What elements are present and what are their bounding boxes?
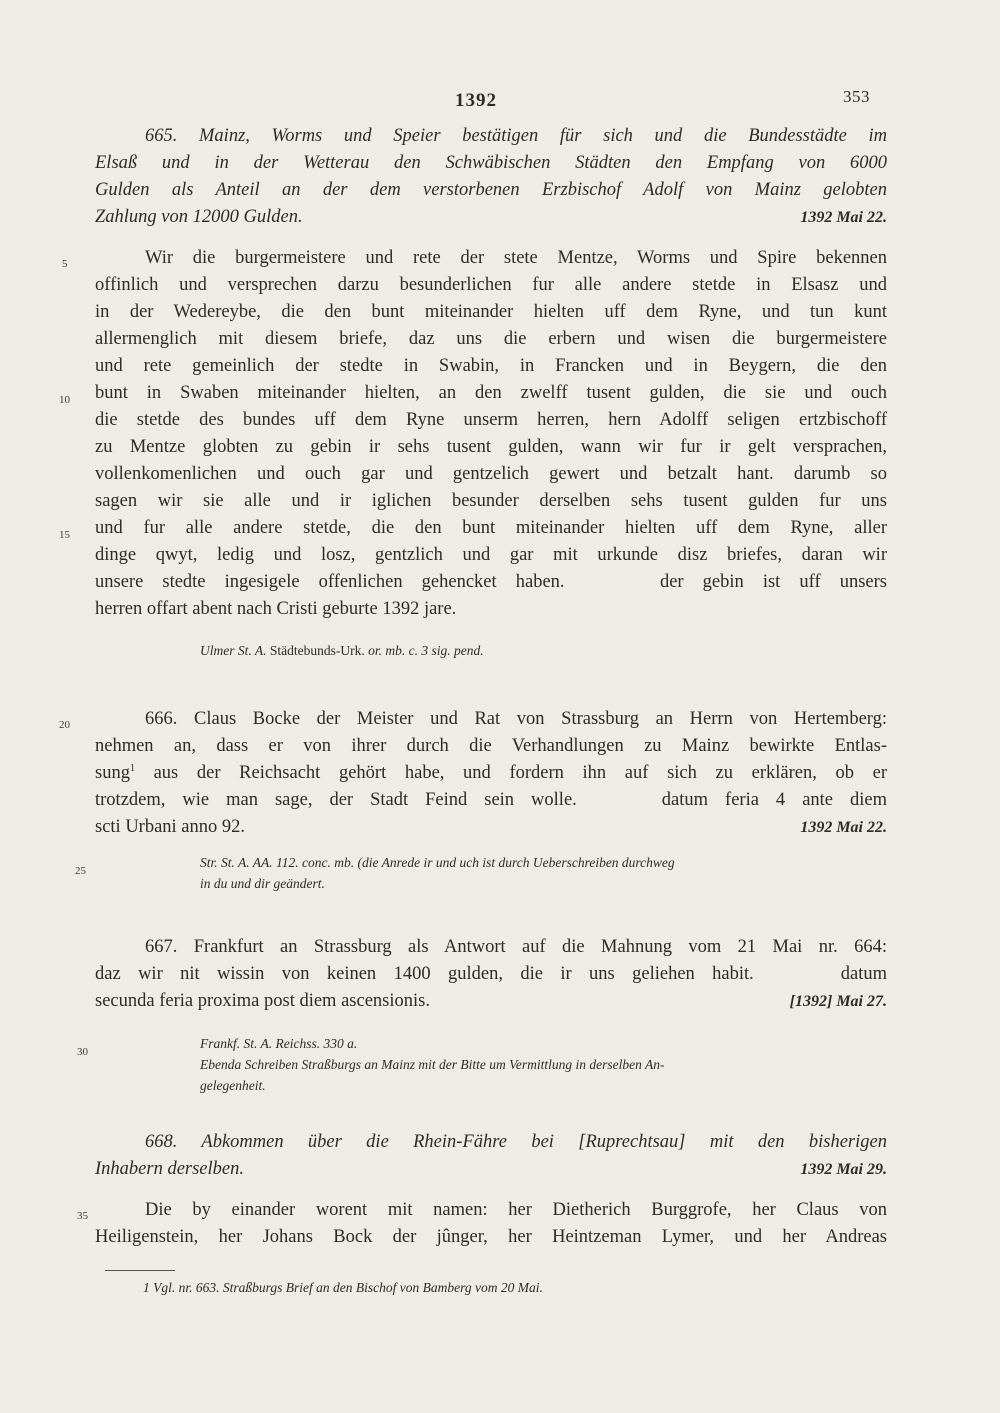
text-line: Wir die burgermeistere und rete der stete Mentze, Worms und Spire bekennen — [145, 248, 887, 268]
doc-668-text — [95, 1197, 887, 1251]
text-line: die stetde des bundes uff dem Ryne unserm herren, hern Adolff seligen ertzbischoff — [95, 410, 887, 430]
doc-665-date: 1392 Mai 22. — [800, 209, 887, 226]
source-line: Ebenda Schreiben Straßburgs an Mainz mit der Bitte um Vermittlung in derselben An- — [200, 1057, 665, 1072]
footnote-mark: 1 — [129, 762, 135, 774]
text-line: dinge qwyt, ledig und losz, gentzlich und gar mit urkunde disz briefes, daran wir — [95, 545, 887, 565]
text-line: trotzdem, wie man sage, der Stadt Feind sein wolle. datum feria 4 ante diem — [95, 790, 887, 810]
regest-line — [95, 1156, 887, 1183]
regest-line: 665. Mainz, Worms und Speier bestätigen für sich und die Bundesstädte im — [145, 126, 887, 146]
footnote: 1 Vgl. nr. 663. Straßburgs Brief an den Bischof von Bamberg vom 20 Mai. — [143, 1280, 543, 1295]
source-line: in du und dir geändert. — [200, 876, 325, 891]
regest-line: 668. Abkommen über die Rhein-Fähre bei [Ruprechtsau] mit den bisherigen — [145, 1132, 887, 1152]
regest-line-text: Zahlung von 12000 Gulden. — [95, 207, 303, 227]
footnote-separator — [105, 1270, 175, 1271]
doc-667-date: [1392] Mai 27. — [789, 993, 887, 1010]
doc-665-source — [200, 640, 484, 661]
text-line: allermenglich mit diesem briefe, daz uns die erbern und wisen die burgermeistere — [95, 329, 887, 349]
text-line — [95, 760, 887, 787]
text-fragment: scti Urbani anno 92. — [95, 817, 246, 837]
running-head-year: 1392 — [455, 90, 497, 111]
source-line: Frankf. St. A. Reichss. 330 a. — [200, 1036, 358, 1051]
doc-666-text — [95, 706, 887, 841]
doc-665-text — [95, 245, 887, 623]
doc-667-text — [95, 934, 887, 1015]
text-line: Die by einander worent mit namen: her Dietherich Burggrofe, her Claus von — [145, 1200, 887, 1220]
text-line: Heiligenstein, her Johans Bock der jûnger, her Heintzeman Lymer, und her Andreas — [95, 1227, 887, 1247]
doc-665-regest — [95, 123, 887, 231]
line-number: 30 — [77, 1046, 88, 1058]
text-fragment: secunda feria proxima post diem ascensionis. — [95, 991, 430, 1011]
text-line: herren offart abent nach Cristi geburte 1392 jare. — [95, 599, 457, 619]
source-line: gelegenheit. — [200, 1078, 266, 1093]
line-number: 25 — [75, 865, 86, 877]
text-line: nehmen an, dass er von ihrer durch die Verhandlungen zu Mainz bewirkte Entlas- — [95, 736, 887, 756]
doc-668-date: 1392 Mai 29. — [800, 1161, 887, 1178]
page-number: 353 — [843, 87, 870, 106]
text-line: vollenkomenlichen und ouch gar und gentzelich gewert und betzalt hant. darumb so — [95, 464, 887, 484]
line-number: 20 — [59, 719, 70, 731]
line-number: 15 — [59, 529, 70, 541]
text-line: bunt in Swaben miteinander hielten, an den zwelff tusent gulden, die sie und ouch — [95, 383, 887, 403]
text-fragment: aus der Reichsacht gehört habe, und fordern ihn auf sich zu erklären, ob er — [153, 763, 887, 783]
line-number: 35 — [77, 1210, 88, 1222]
text-line: 666. Claus Bocke der Meister und Rat von Strassburg an Herrn von Hertemberg: — [145, 709, 887, 729]
regest-line — [95, 204, 887, 231]
source-archive: Ulmer St. A. — [200, 643, 267, 658]
text-line: und rete gemeinlich der stedte in Swabin, in Francken und in Beygern, die den — [95, 356, 887, 376]
text-line: daz wir nit wissin von keinen 1400 gulden, die ir uns geliehen habit. datum — [95, 964, 887, 984]
text-line — [95, 988, 887, 1015]
source-collection: Städtebunds-Urk. — [269, 643, 365, 658]
regest-line-text: Inhabern derselben. — [95, 1159, 244, 1179]
doc-666-date: 1392 Mai 22. — [800, 819, 887, 836]
text-fragment: sung — [95, 763, 130, 783]
text-line: sagen wir sie alle und ir iglichen besunder derselben sehs tusent gulden fur uns — [95, 491, 887, 511]
text-line: unsere stedte ingesigele offenlichen gehencket haben. der gebin ist uff unsers — [95, 572, 887, 592]
doc-668-regest — [95, 1129, 887, 1183]
regest-line: Gulden als Anteil an der dem verstorbenen Erzbischof Adolf von Mainz gelobten — [95, 180, 887, 200]
source-description: or. mb. c. 3 sig. pend. — [368, 643, 484, 658]
line-number: 10 — [59, 394, 70, 406]
text-line: offinlich und versprechen darzu besunderlichen fur alle andere stetde in Elsasz und — [95, 275, 887, 295]
line-number: 5 — [62, 258, 68, 270]
regest-line: Elsaß und in der Wetterau den Schwäbischen Städten den Empfang von 6000 — [95, 153, 887, 173]
doc-667-source — [200, 1033, 664, 1096]
text-line: zu Mentze globten zu gebin ir sehs tusent gulden, wann wir fur ir gelt versprachen, — [95, 437, 887, 457]
doc-666-source — [200, 852, 675, 894]
text-line: 667. Frankfurt an Strassburg als Antwort auf die Mahnung vom 21 Mai nr. 664: — [145, 937, 887, 957]
text-line — [95, 814, 887, 841]
text-line: in der Wedereybe, die den bunt miteinander hielten uff dem Ryne, und tun kunt — [95, 302, 887, 322]
text-line: und fur alle andere stetde, die den bunt miteinander hielten uff dem Ryne, aller — [95, 518, 887, 538]
source-line: Str. St. A. AA. 112. conc. mb. (die Anrede ir und uch ist durch Ueberschreiben durchweg — [200, 855, 675, 870]
